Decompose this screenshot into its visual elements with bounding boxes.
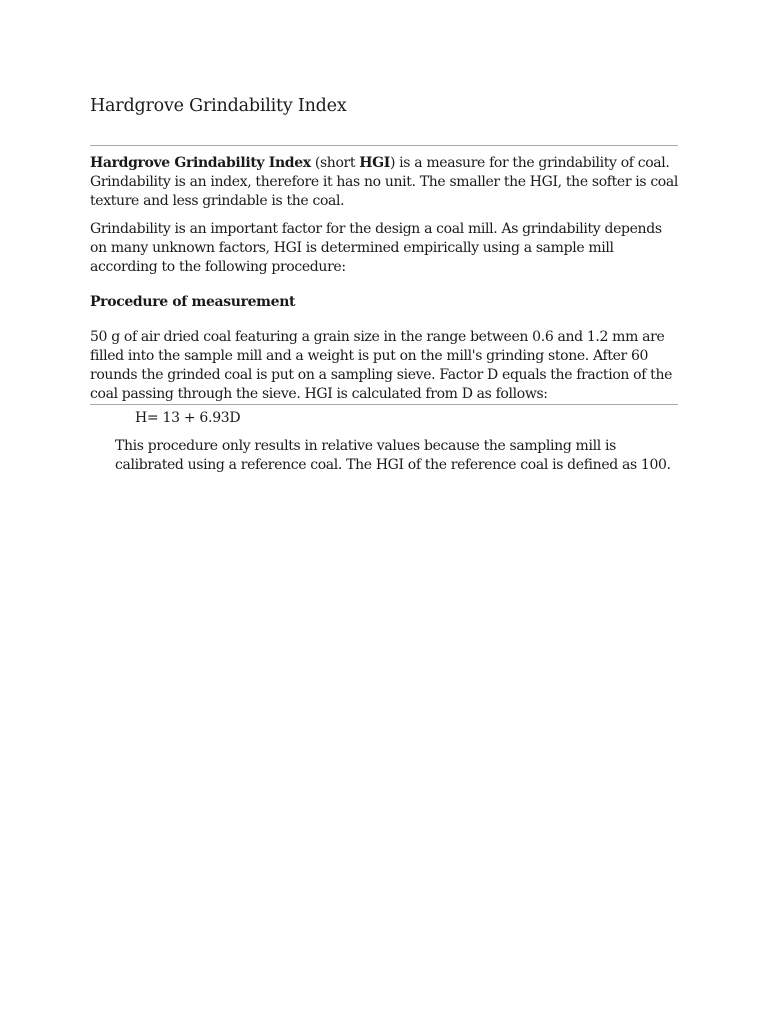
title-divider bbox=[90, 145, 678, 146]
section-heading: Procedure of measurement bbox=[90, 294, 296, 310]
calibration-note: This procedure only results in relative values because the sampling mill is calibrated using a reference coal. The HGI of the reference coal is defined as 100. bbox=[115, 438, 671, 473]
procedure-divider bbox=[90, 404, 678, 405]
intro-rest: ) is a measure for the grindability of coal. Grindability is an index, therefore it has no unit. The smaller the HGI, the softer is coal texture and less grindable is the coal. bbox=[90, 155, 679, 209]
intro-paragraph bbox=[90, 154, 680, 211]
intro-abbrev: HGI bbox=[359, 155, 390, 171]
intro-term: Hardgrove Grindability Index bbox=[90, 155, 311, 171]
intro-open-paren: (short bbox=[310, 155, 360, 171]
hgi-formula: H= 13 + 6.93D bbox=[135, 410, 241, 426]
procedure-paragraph: 50 g of air dried coal featuring a grain size in the range between 0.6 and 1.2 mm are filled into the sample mill and a weight is put on the mill's grinding stone. After 60 rounds the grinded coal is put on a sampling sieve. Factor D equals the fraction of the coal passing through the sieve. HGI is calculated from D as follows: bbox=[90, 329, 673, 402]
design-paragraph: Grindability is an important factor for the design a coal mill. As grindability depends on many unknown factors, HGI is determined empirically using a sample mill according to the following procedure: bbox=[90, 221, 662, 275]
page-title: Hardgrove Grindability Index bbox=[90, 96, 347, 116]
